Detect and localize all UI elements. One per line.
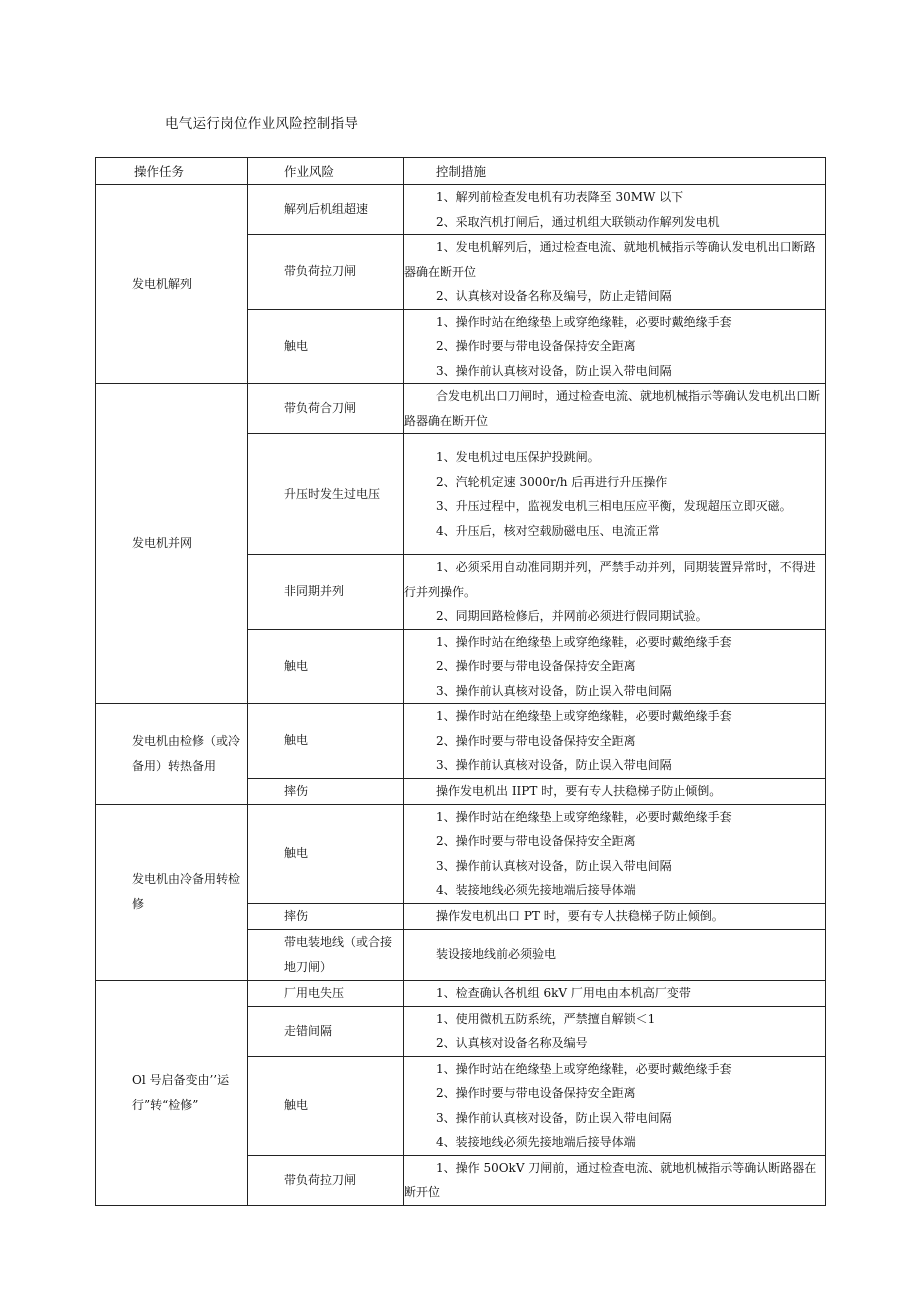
risk-cell: 带电装地线（或合接地刀闸） (248, 929, 404, 980)
table-row (96, 804, 826, 903)
header-task: 操作任务 (96, 158, 248, 185)
measures-cell (404, 903, 826, 929)
measure-line: 2、操作时要与带电设备保持安全距离 (436, 733, 636, 748)
measure-line: 1、必须采用自动准同期并列，严禁手动并列，同期装置异常时，不得进行并列操作。 (404, 560, 816, 599)
measure-line: 装设接地线前必须验电 (436, 947, 557, 962)
measure-line: 1、解列前检查发电机有功表降至 30MW 以下 (436, 190, 684, 204)
table-row (96, 704, 826, 779)
measures-cell (404, 1056, 826, 1155)
measures-cell (404, 1155, 826, 1205)
risk-cell: 摔伤 (248, 778, 404, 804)
risk-cell: 触电 (248, 704, 404, 779)
measure-line: 操作发电机出口 PT 时，要有专人扶稳梯子防止倾倒。 (436, 908, 724, 923)
header-measures: 控制措施 (404, 158, 826, 185)
task-cell: 发电机并网 (96, 384, 248, 704)
measure-line: 3、操作前认真核对设备，防止误入带电间隔 (436, 1110, 672, 1125)
measure-line: 1、操作时站在绝缘垫上或穿绝缘鞋，必要时戴绝缘手套 (436, 709, 732, 723)
risk-cell: 带负荷合刀闸 (248, 384, 404, 434)
risk-cell: 带负荷拉刀闸 (248, 1155, 404, 1205)
risk-cell: 触电 (248, 309, 404, 384)
measures-cell (404, 980, 826, 1006)
measures-cell (404, 309, 826, 384)
measures-cell (404, 704, 826, 779)
measure-line: 1、操作 50OkV 刀闸前，通过检查电流、就地机械指示等确认断路器在断开位 (404, 1160, 817, 1199)
table-header-row (96, 158, 826, 185)
risk-cell: 厂用电失压 (248, 980, 404, 1006)
measure-line: 2、认真核对设备名称及编号，防止走错间隔 (436, 289, 672, 303)
risk-cell: 升压时发生过电压 (248, 434, 404, 555)
measure-line: 2、同期回路检修后，并网前必须进行假同期试验。 (436, 609, 708, 623)
measures-cell (404, 185, 826, 235)
page-title: 电气运行岗位作业风险控制指导 (165, 116, 359, 132)
measures-cell (404, 804, 826, 903)
measure-line: 操作发电机出 IIPT 时，要有专人扶稳梯子防止倾倒。 (436, 783, 722, 798)
measure-line: 2、操作时要与带电设备保持安全距离 (436, 1086, 636, 1100)
measures-cell (404, 434, 826, 555)
risk-cell: 摔伤 (248, 903, 404, 929)
measure-line: 1、使用微机五防系统，严禁擅自解锁＜1 (436, 1011, 656, 1026)
measure-line: 3、操作前认真核对设备，防止误入带电间隔 (436, 858, 672, 873)
measure-line: 3、升压过程中，监视发电机三相电压应平衡，发现超压立即灭磁。 (436, 499, 792, 513)
measure-line: 1、检查确认各机组 6kV 厂用电由本机高厂变带 (436, 985, 691, 1000)
measure-line: 2、操作时要与带电设备保持安全距离 (436, 339, 636, 353)
measure-line: 3、操作前认真核对设备，防止误入带电间隔 (436, 363, 672, 378)
risk-cell: 走错间隔 (248, 1006, 404, 1056)
measure-line: 2、汽轮机定速 3000r/h 后再进行升压操作 (436, 474, 668, 489)
measure-line: 3、操作前认真核对设备，防止误入带电间隔 (436, 683, 672, 698)
measure-line: 合发电机出口刀闸时，通过检查电流、就地机械指示等确认发电机出口断路器确在断开位 (404, 389, 821, 428)
risk-control-table (95, 157, 826, 1206)
measure-line: 2、认真核对设备名称及编号 (436, 1036, 588, 1050)
measures-cell (404, 629, 826, 704)
measure-line: 1、操作时站在绝缘垫上或穿绝缘鞋，必要时戴绝缘手套 (436, 634, 732, 649)
measure-line: 1、操作时站在绝缘垫上或穿绝缘鞋，必要时戴绝缘手套 (436, 809, 732, 824)
task-cell: 发电机由检修（或冷备用）转热备用 (96, 704, 248, 805)
risk-cell: 触电 (248, 629, 404, 704)
measure-line: 2、操作时要与带电设备保持安全距离 (436, 834, 636, 848)
header-risk: 作业风险 (248, 158, 404, 185)
measure-line: 4、装接地线必须先接地端后接导体端 (436, 1135, 636, 1149)
measure-line: 2、操作时要与带电设备保持安全距离 (436, 659, 636, 673)
measures-cell (404, 384, 826, 434)
measures-cell (404, 555, 826, 630)
measure-line: 1、发电机解列后，通过检查电流、就地机械指示等确认发电机出口断路器确在断开位 (404, 240, 816, 279)
risk-cell: 非同期并列 (248, 555, 404, 630)
risk-cell: 带负荷拉刀闸 (248, 235, 404, 310)
risk-cell: 解列后机组超速 (248, 185, 404, 235)
table-row (96, 384, 826, 434)
measure-line: 4、装接地线必须先接地端后接导体端 (436, 883, 636, 897)
risk-cell: 触电 (248, 804, 404, 903)
measure-line: 3、操作前认真核对设备，防止误入带电间隔 (436, 758, 672, 772)
table-row (96, 980, 826, 1006)
task-cell: 发电机解列 (96, 185, 248, 384)
task-cell: 发电机由冷备用转检修 (96, 804, 248, 980)
measure-line: 1、发电机过电压保护投跳闸。 (436, 450, 600, 464)
table-row (96, 185, 826, 235)
measure-line: 4、升压后，核对空载励磁电压、电流正常 (436, 523, 660, 538)
measure-line: 1、操作时站在绝缘垫上或穿绝缘鞋，必要时戴绝缘手套 (436, 1061, 732, 1076)
measure-line: 1、操作时站在绝缘垫上或穿绝缘鞋，必要时戴绝缘手套 (436, 314, 732, 329)
measures-cell (404, 778, 826, 804)
measures-cell (404, 929, 826, 980)
measures-cell (404, 235, 826, 310)
measures-cell (404, 1006, 826, 1056)
measure-line: 2、采取汽机打闸后，通过机组大联锁动作解列发电机 (436, 214, 720, 229)
risk-cell: 触电 (248, 1056, 404, 1155)
task-cell: Ol 号启备变由’’运行”转“检修” (96, 980, 248, 1205)
